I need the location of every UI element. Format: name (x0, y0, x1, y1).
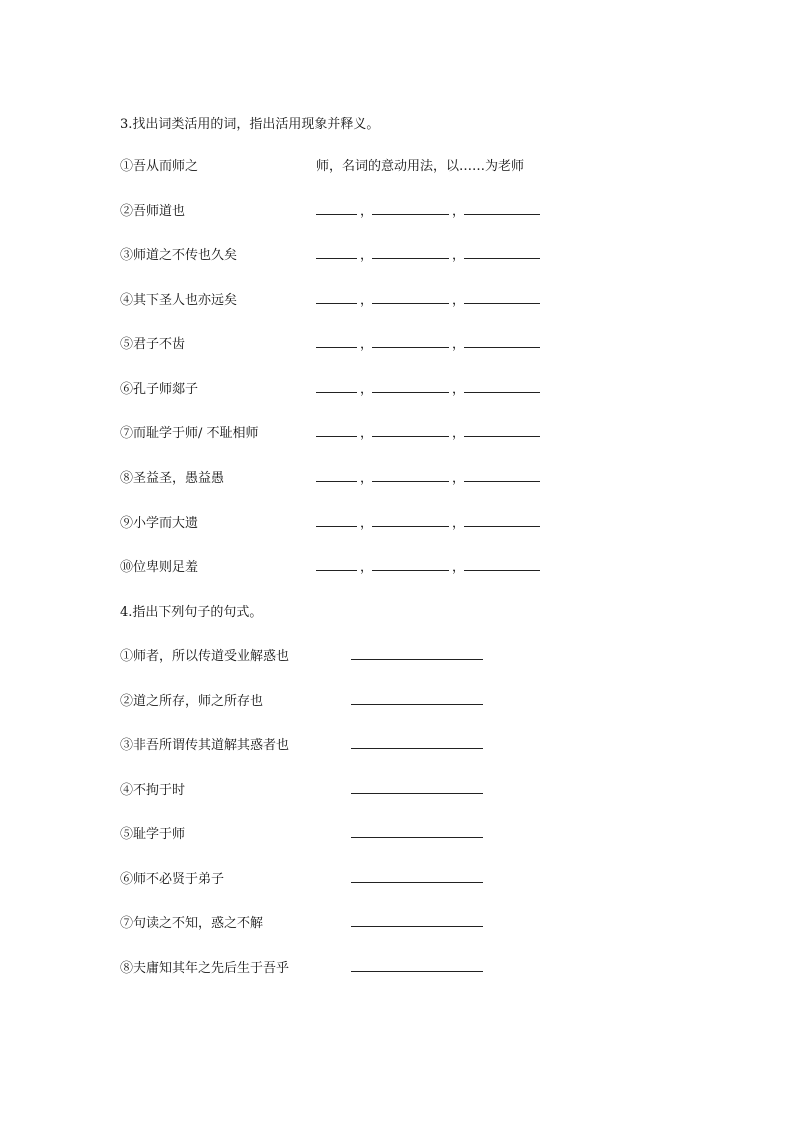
answer-blank-word[interactable] (316, 258, 357, 259)
separator: ， (452, 426, 466, 441)
answer-blank-usage[interactable] (372, 392, 449, 393)
separator: ， (360, 248, 374, 263)
section-3-example-row (120, 155, 580, 175)
question-text: ⑧夫庸知其年之先后生于吾乎 (120, 961, 290, 976)
section-3-row (120, 422, 580, 442)
answer-blank-usage[interactable] (372, 570, 449, 571)
answer-blank-usage[interactable] (372, 214, 449, 215)
separator: ， (452, 382, 466, 397)
answer-blank[interactable] (351, 971, 483, 972)
separator: ， (360, 516, 374, 531)
answer-blank[interactable] (351, 748, 483, 749)
answer-blank-usage[interactable] (372, 303, 449, 304)
answer-blank-word[interactable] (316, 570, 357, 571)
question-text: ⑦而耻学于师/ 不耻相师 (120, 426, 259, 441)
question-text: ⑤君子不齿 (120, 337, 186, 352)
section-4-row (120, 734, 580, 754)
separator: ， (452, 293, 466, 308)
answer-blank[interactable] (351, 926, 483, 927)
section-3-row (120, 556, 580, 576)
separator: ， (452, 471, 466, 486)
section-4-row (120, 645, 580, 665)
answer-blank-meaning[interactable] (464, 392, 540, 393)
section-3-row (120, 289, 580, 309)
question-text: ⑥师不必贤于弟子 (120, 872, 225, 887)
answer-blank[interactable] (351, 704, 483, 705)
answer-blank[interactable] (351, 837, 483, 838)
answer-blank-word[interactable] (316, 347, 357, 348)
answer-blank[interactable] (351, 882, 483, 883)
answer-blank-meaning[interactable] (464, 481, 540, 482)
answer-blank-usage[interactable] (372, 526, 449, 527)
answer-blank-meaning[interactable] (464, 303, 540, 304)
answer-blank-word[interactable] (316, 303, 357, 304)
separator: ， (360, 426, 374, 441)
answer-blank-word[interactable] (316, 526, 357, 527)
separator: ， (360, 293, 374, 308)
answer-blank[interactable] (351, 793, 483, 794)
answer-text: 师，名词的意动用法，以……为老师 (316, 159, 525, 174)
question-text: ⑧圣益圣，愚益愚 (120, 471, 225, 486)
separator: ， (360, 204, 374, 219)
answer-blank-word[interactable] (316, 214, 357, 215)
separator: ， (452, 337, 466, 352)
section-3-row (120, 378, 580, 398)
answer-blank-usage[interactable] (372, 347, 449, 348)
section-3-row (120, 467, 580, 487)
question-text: ④其下圣人也亦远矣 (120, 293, 238, 308)
answer-blank-meaning[interactable] (464, 347, 540, 348)
question-text: ⑦句读之不知，惑之不解 (120, 916, 264, 931)
question-text: ③师道之不传也久矣 (120, 248, 238, 263)
question-text: ①师者，所以传道受业解惑也 (120, 649, 290, 664)
answer-blank-usage[interactable] (372, 481, 449, 482)
separator: ， (360, 471, 374, 486)
answer-blank-word[interactable] (316, 481, 357, 482)
question-text: ⑨小学而大遗 (120, 516, 199, 531)
question-text: ④不拘于时 (120, 783, 186, 798)
answer-blank-word[interactable] (316, 436, 357, 437)
answer-blank-meaning[interactable] (464, 436, 540, 437)
section-4-row (120, 690, 580, 710)
question-text: ②吾师道也 (120, 204, 186, 219)
answer-blank-meaning[interactable] (464, 526, 540, 527)
separator: ， (452, 204, 466, 219)
separator: ， (452, 560, 466, 575)
section-3-row (120, 200, 580, 220)
section-3-row (120, 244, 580, 264)
answer-blank-meaning[interactable] (464, 258, 540, 259)
answer-blank-usage[interactable] (372, 258, 449, 259)
question-text: ①吾从而师之 (120, 159, 199, 174)
section-4-row (120, 823, 580, 843)
answer-blank-meaning[interactable] (464, 570, 540, 571)
section-3-row (120, 333, 580, 353)
separator: ， (360, 560, 374, 575)
section-4-row (120, 779, 580, 799)
question-text: ⑥孔子师郯子 (120, 382, 199, 397)
answer-blank-usage[interactable] (372, 436, 449, 437)
section-3-title: 3.找出词类活用的词，指出活用现象并释义。 (120, 117, 380, 132)
question-text: ⑤耻学于师 (120, 827, 186, 842)
question-text: ②道之所存，师之所存也 (120, 694, 264, 709)
section-4-row (120, 957, 580, 977)
answer-blank[interactable] (351, 659, 483, 660)
section-4-row (120, 868, 580, 888)
section-4-title: 4.指出下列句子的句式。 (120, 605, 263, 620)
question-text: ⑩位卑则足羞 (120, 560, 199, 575)
separator: ， (452, 516, 466, 531)
answer-blank-word[interactable] (316, 392, 357, 393)
section-4-row (120, 912, 580, 932)
section-3-row (120, 512, 580, 532)
question-text: ③非吾所谓传其道解其惑者也 (120, 738, 290, 753)
separator: ， (360, 337, 374, 352)
separator: ， (360, 382, 374, 397)
separator: ， (452, 248, 466, 263)
answer-blank-meaning[interactable] (464, 214, 540, 215)
